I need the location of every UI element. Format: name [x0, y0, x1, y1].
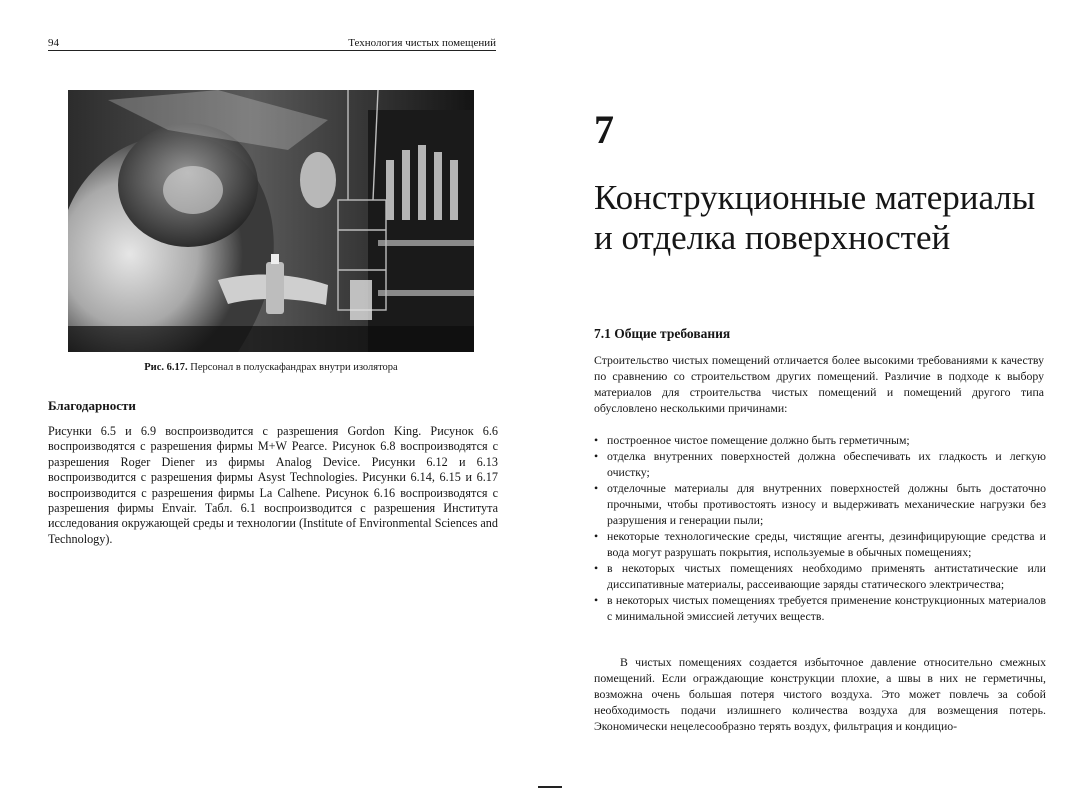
figure-caption	[68, 362, 474, 374]
ack-paragraph: Рисунки 6.5 и 6.9 воспроизводится с разрешения Gordon King. Рисунок 6.6 воспроизводятся с разрешения фирмы M+W Pearce. Рисунок 6.8 воспроизводятся с разрешения Roger Diener из фирмы Analog Device. Рисунки 6.12 и 6.13 воспроизводится с разрешения фирмы Asyst Technologies. Рисунки 6.14, 6.15 и 6.17 воспроизводится с разрешения фирмы La Calhene. Рисунок 6.16 воспроизводятся с разрешения фирмы Envair. Табл. 6.1 воспроизводится с разрешения Института исследования окружающей среды и технологии (Institute of Environmental Sciences and Technology).	[48, 424, 498, 546]
isolator-photo	[68, 90, 474, 352]
list-item: • в некоторых чистых помещениях необходимо применять антистатические или диссипативные материалы, рассеивающие заряды статического электричества;	[594, 560, 1046, 592]
section-title: 7.1 Общие требования	[594, 326, 731, 341]
running-head	[48, 36, 496, 51]
list-item: • построенное чистое помещение должно быть герметичным;	[594, 432, 1046, 448]
running-title: Технология чистых помещений	[348, 37, 496, 49]
body-paragraph: В чистых помещениях создается избыточное давление относительно смежных помещений. Если ограждающие конструкции плохие, а швы в них не герметичны, возможна очень большая потеря чистого воздуха. Это может повлечь за собой необходимость подачи излишнего количества воздуха для возмещения потерь. Экономически нецелесообразно терять воздух, фильтрация и кондицио-	[594, 655, 1046, 733]
page-number: 94	[48, 37, 59, 49]
chapter-title: Конструкционные материалы и отделка поверхностей	[594, 178, 1036, 257]
requirements-list	[594, 432, 1046, 624]
list-item: • отделочные материалы для внутренних поверхностей должны быть достаточно прочными, чтобы противостоять износу и выдерживать механические нагрузки без разрушения и генерации пыли;	[594, 480, 1046, 528]
chapter-number: 7	[594, 107, 614, 152]
figure-caption-text: Персонал в полускафандрах внутри изолятора	[190, 362, 398, 373]
page-fold-divider	[538, 786, 562, 788]
ack-heading: Благодарности	[48, 398, 136, 413]
isolator-photo-image	[68, 90, 474, 352]
list-item: • некоторые технологические среды, чистящие агенты, дезинфицирующие средства и вода могут разрушать покрытия, используемые в обычных помещениях;	[594, 528, 1046, 560]
intro-paragraph: Строительство чистых помещений отличается более высокими требованиями к качеству по сравнению со строительством других помещений. Различие в подходе к выбору материалов для строительства чистых помещений и помещений другого типа обусловлено несколькими причинами:	[594, 353, 1044, 415]
list-item: • отделка внутренних поверхностей должна обеспечивать их гладкость и легкую очистку;	[594, 448, 1046, 480]
list-item: • в некоторых чистых помещениях требуется применение конструкционных материалов с минимальной эмиссией летучих веществ.	[594, 592, 1046, 624]
figure-caption-label: Рис. 6.17.	[144, 362, 188, 373]
right-page	[540, 0, 1079, 792]
